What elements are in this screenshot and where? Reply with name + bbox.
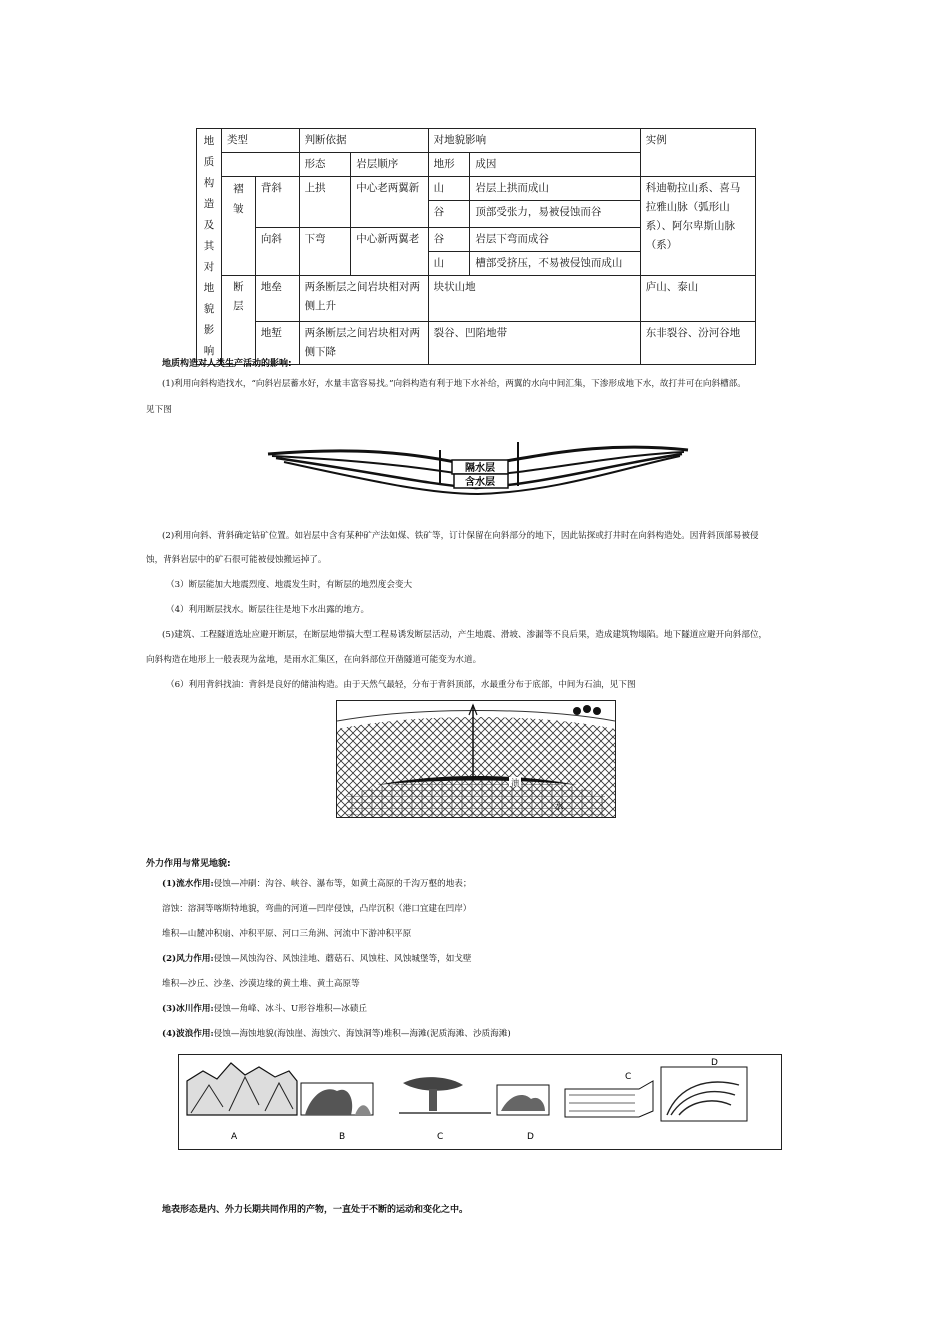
fault-cell — [221, 275, 255, 364]
wind-lead: (2)风力作用: — [162, 954, 214, 964]
landform-d2-image — [661, 1058, 747, 1121]
landform-c2-image — [565, 1072, 653, 1117]
landform-a-image — [187, 1063, 297, 1115]
side-title-char: 响 — [203, 345, 215, 357]
landform-b-image — [301, 1083, 373, 1115]
glacier-text: 侵蚀—角峰、冰斗、U形谷堆积—冰碛丘 — [213, 1004, 368, 1014]
wave-line — [162, 1028, 511, 1041]
header-basis: 判断依据 — [299, 129, 428, 153]
landform-1: 山 — [429, 177, 470, 201]
table-side-title — [197, 129, 222, 365]
side-title-char: 对 — [203, 261, 215, 273]
header-effect: 对地貌影响 — [428, 129, 640, 153]
header-landform: 地形 — [428, 153, 470, 177]
fold-example: 科迪勒拉山系、喜马拉雅山脉（弧形山系）、阿尔卑斯山脉（系） — [640, 177, 755, 276]
landform-images-strip — [178, 1054, 782, 1150]
side-title-char: 及 — [203, 219, 215, 231]
header-example: 实例 — [640, 129, 755, 177]
syncline-cell: 向斜 — [255, 227, 299, 275]
cause-2: 顶部受张力，易被侵蚀而谷 — [475, 206, 602, 218]
label-b: B — [339, 1132, 346, 1142]
cause-4: 槽部受挤压，不易被侵蚀而成山 — [475, 256, 623, 269]
landform-c-image — [399, 1077, 491, 1113]
landform-2: 谷 — [433, 206, 445, 218]
anticline-cell: 背斜 — [255, 177, 299, 228]
anticline-shape: 上拱 — [299, 177, 351, 228]
fluvial-lead: (1)流水作用: — [162, 879, 214, 889]
label-d: D — [527, 1132, 534, 1142]
paragraph-5b: 向斜构造在地形上一般表现为盆地，是雨水汇集区，在向斜部位开凿隧道可能变为水道。 — [146, 655, 482, 665]
landform-3: 谷 — [429, 228, 470, 252]
anticline-order: 中心老两翼新 — [351, 177, 428, 228]
horst-basis: 两条断层之间岩块相对两侧上升 — [299, 275, 428, 321]
section1-heading: 地质构造对人类生产活动的影响: — [162, 359, 292, 369]
label-c-small: C — [625, 1072, 632, 1082]
side-title-char: 构 — [203, 177, 215, 189]
syncline-shape: 下弯 — [299, 227, 351, 275]
graben-effect: 裂谷、凹陷地带 — [428, 321, 640, 364]
header-shape: 形态 — [299, 153, 351, 177]
deposition-line: 堆积—山麓冲积扇、冲积平原、河口三角洲、河流中下游冲积平原 — [162, 929, 412, 939]
side-title-char: 其 — [203, 240, 215, 252]
landform-d-image — [497, 1085, 549, 1115]
syncline-well-figure — [264, 432, 694, 498]
wind-text: 侵蚀—风蚀沟谷、风蚀洼地、蘑菇石、风蚀柱、风蚀城堡等，如戈壁 — [213, 954, 472, 964]
graben-basis: 两条断层之间岩块相对两侧下降 — [299, 321, 428, 364]
paragraph-3: （3）断层能加大地震烈度、地震发生时，有断层的地烈度会变大 — [166, 580, 413, 590]
wave-lead: (4)波浪作用: — [162, 1029, 214, 1039]
landform-4: 山 — [433, 256, 445, 269]
cause-1: 岩层上拱而成山 — [470, 177, 639, 201]
syncline-order: 中心新两翼老 — [351, 227, 428, 275]
paragraph-4: （4）利用断层找水。断层往往是地下水出露的地方。 — [166, 605, 370, 615]
paragraph-5: (5)建筑、工程隧道选址应避开断层，在断层地带搞大型工程易诱发断层活动，产生地震、滑坡、渗漏等不良后果，造成建筑物塌陷。地下隧道应避开向斜部位， — [162, 630, 768, 640]
fluvial-text: 侵蚀—冲刷：沟谷、峡谷、瀑布等，如黄土高原的千沟万壑的地表； — [213, 879, 472, 889]
paragraph-6: （6）利用背斜找油：背斜是良好的储油构造。由于天然气最轻，分布于背斜顶部，水最重分布于底部，中间为石油，见下图 — [166, 680, 636, 690]
footer-summary: 地表形态是内、外力长期共同作用的产物，一直处于不断的运动和变化之中。 — [162, 1205, 469, 1215]
side-title-char: 造 — [203, 198, 215, 210]
aquifer-label: 含水层 — [465, 477, 495, 488]
wave-text: 侵蚀—海蚀地貌(海蚀崖、海蚀穴、海蚀洞等)堆积—海滩(泥质海滩、沙质海滩) — [213, 1029, 511, 1039]
label-d-small: D — [711, 1058, 718, 1068]
wind-line — [162, 953, 472, 966]
side-title-char: 影 — [203, 324, 215, 336]
fluvial-line — [162, 878, 472, 891]
side-title-char: 地 — [203, 282, 215, 294]
paragraph-1: (1)利用向斜构造找水，“向斜岩层蓄水好，水量丰富容易找。”向斜构造有利于地下水补给，两翼的水向中间汇集，下渗形成地下水，故打井可在向斜槽部。 — [162, 379, 746, 389]
horst-effect: 块状山地 — [428, 275, 640, 321]
horst-cell: 地垒 — [255, 275, 299, 321]
geologic-structure-table — [196, 128, 756, 365]
label-c: C — [437, 1132, 444, 1142]
header-cause: 成因 — [470, 153, 640, 177]
side-title-char: 貌 — [203, 303, 215, 315]
fold-label: 褶皱 — [233, 183, 244, 215]
cause-3: 岩层下弯而成谷 — [470, 228, 639, 252]
glacier-lead: (3)冰川作用: — [162, 1004, 214, 1014]
fold-cell — [221, 177, 255, 276]
oil-label: 油 — [511, 778, 519, 787]
side-title-char: 地 — [203, 135, 215, 147]
paragraph-1b: 见下图 — [146, 405, 172, 415]
paragraph-2: (2)利用向斜、背斜确定钻矿位置。如岩层中含有某种矿产法如煤、铁矿等，订计保留在向斜部分的地下，因此钻探或打井时在向斜构造处。因背斜顶部易被侵 — [162, 531, 759, 541]
horst-example: 庐山、泰山 — [640, 275, 755, 321]
fault-label: 断层 — [233, 280, 244, 312]
header-order: 岩层顺序 — [351, 153, 428, 177]
graben-cell: 地堑 — [255, 321, 299, 364]
side-title-char: 质 — [203, 156, 215, 168]
aquiclude-label: 隔水层 — [465, 463, 495, 474]
label-a: A — [231, 1132, 238, 1142]
water-label: 水 — [554, 802, 564, 812]
paragraph-2b: 蚀，背斜岩层中的矿石很可能被侵蚀搬运掉了。 — [146, 555, 327, 565]
graben-example: 东非裂谷、汾河谷地 — [640, 321, 755, 364]
anticline-oil-figure — [336, 700, 616, 818]
glacier-line — [162, 1003, 367, 1016]
solution-line: 溶蚀：溶洞等喀斯特地貌，弯曲的河道—凹岸侵蚀，凸岸沉积（港口宜建在凹岸） — [162, 904, 472, 914]
section2-heading: 外力作用与常见地貌: — [146, 859, 231, 869]
wind-deposition-line: 堆积—沙丘、沙垄、沙漠边缘的黄土堆、黄土高原等 — [162, 979, 360, 989]
header-type: 类型 — [221, 129, 299, 153]
